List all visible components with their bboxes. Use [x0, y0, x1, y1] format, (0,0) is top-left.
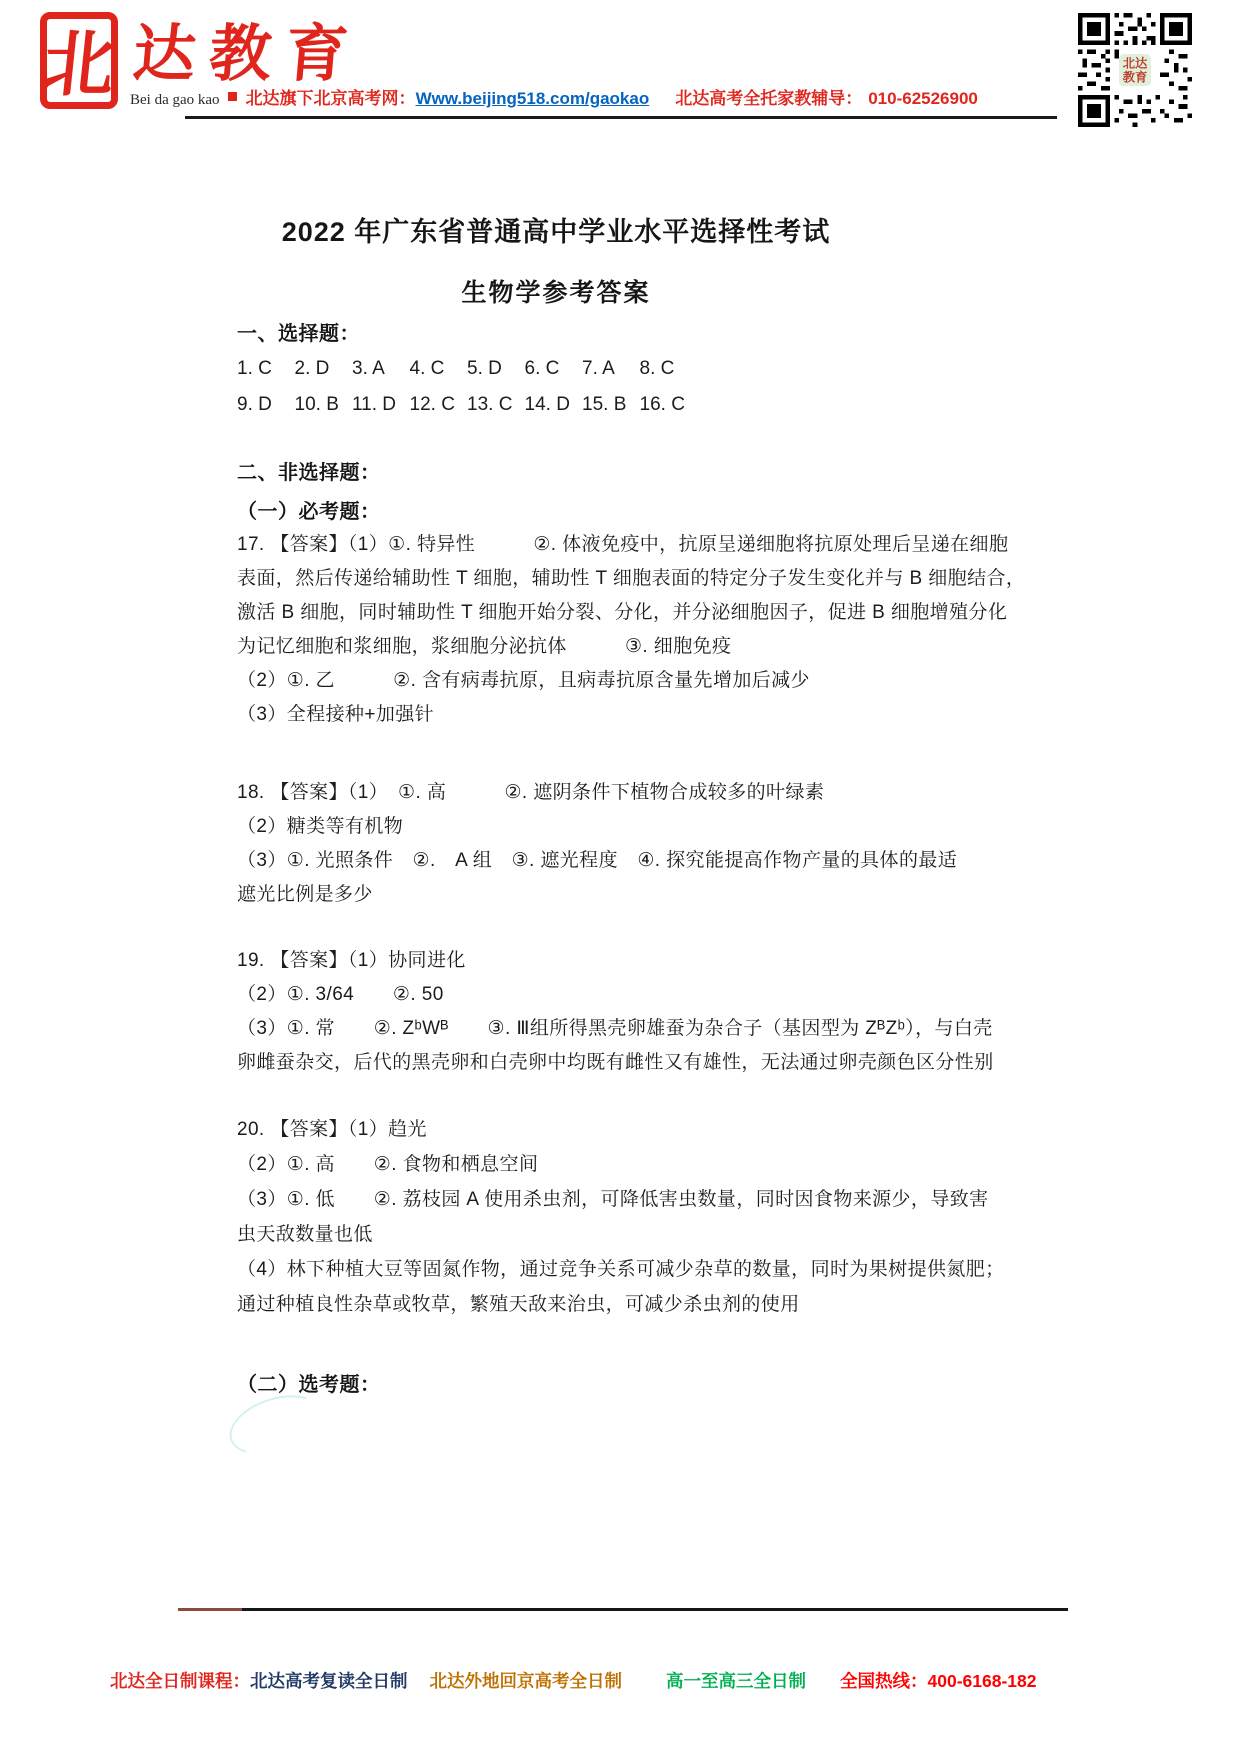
document-title [100, 210, 1012, 309]
mc-answer: 16. C [639, 394, 685, 415]
answer-block-q19 [237, 944, 1027, 1080]
answer-line: （2）糖类等有机物 [237, 816, 404, 837]
beida-seal-icon [40, 12, 118, 109]
mc-answer: 7. A [582, 358, 615, 379]
mc-answer: 6. C [524, 358, 560, 379]
answer-line: 18. 【答案】（1） ①. 高 ②. 遮阴条件下植物合成较多的叶绿素 [237, 782, 825, 803]
answer-block-q20 [237, 1112, 1027, 1322]
answer-line: 为记忆细胞和浆细胞，浆细胞分泌抗体 ③. 细胞免疫 [237, 636, 732, 657]
brand-logo-text: 达教育 [130, 17, 365, 90]
qr-code [1078, 8, 1192, 132]
mc-answer: 1. C [237, 358, 272, 379]
section-heading-choice: 一、选择题： [237, 323, 360, 345]
title-line1: 2022 年广东省普通高中学业水平选择性考试 [281, 217, 831, 247]
mc-answer: 3. A [352, 358, 385, 379]
answer-line: （3）①. 光照条件 ②. A 组 ③. 遮光程度 ④. 探究能提高作物产量的具体的最适 [237, 850, 958, 871]
answer-line: （3）①. 常 ②. ZᵇWᴮ ③. Ⅲ组所得黑壳卵雄蚕为杂合子（基因型为 ZᴮZᵇ），与白壳 [237, 1018, 993, 1039]
answer-line: 激活 B 细胞，同时辅助性 T 细胞开始分裂、分化，并分泌细胞因子，促进 B 细胞增殖分化 [237, 602, 1008, 623]
answer-line: 19. 【答案】（1）协同进化 [237, 950, 466, 971]
footer-course-item2: 北达外地回京高考全日制 [429, 1671, 622, 1691]
header-divider [185, 116, 1057, 119]
subsection-heading-required: （一）必考题： [237, 501, 381, 523]
answer-line: 表面，然后传递给辅助性 T 细胞，辅助性 T 细胞表面的特定分子发生变化并与 B 细胞结合， [237, 568, 1026, 589]
mc-answer: 8. C [639, 358, 675, 379]
answer-line: （4）林下种植大豆等固氮作物，通过竞争关系可减少杂草的数量，同时为果树提供氮肥； [237, 1259, 1005, 1280]
tutor-label: 北达高考全托家教辅导： [675, 89, 863, 108]
mc-answer: 4. C [409, 358, 445, 379]
footer-divider [178, 1608, 1068, 1611]
mc-answer: 5. D [467, 358, 502, 379]
footer-hotline-label: 全国热线： [840, 1671, 928, 1691]
footer-divider-accent [178, 1608, 242, 1611]
mc-answer: 2. D [294, 358, 330, 379]
brand-pinyin: Bei da gao kao [130, 92, 220, 108]
answer-line: 17. 【答案】（1）①. 特异性 ②. 体液免疫中，抗原呈递细胞将抗原处理后呈递在细胞 [237, 534, 1009, 555]
footer-course-item3: 高一至高三全日制 [666, 1671, 806, 1691]
mc-answer: 11. D [352, 394, 397, 415]
mc-answer: 14. D [524, 394, 570, 415]
answer-line: （2）①. 3/64 ②. 50 [237, 984, 444, 1005]
answer-line: 遮光比例是多少 [237, 884, 373, 905]
site-label: 北达旗下北京高考网： [245, 89, 416, 108]
mc-answer: 10. B [294, 394, 339, 415]
footer-info-row [110, 1668, 1036, 1693]
mc-answer: 9. D [237, 394, 272, 415]
qr-center-label-line1: 北达 [1122, 56, 1148, 71]
answer-line: 虫天敌数量也低 [237, 1224, 373, 1245]
seal-character: 北 [38, 20, 120, 106]
answer-line: （2）①. 高 ②. 食物和栖息空间 [237, 1154, 539, 1175]
tutor-phone: 010-62526900 [868, 89, 978, 108]
qr-center-label-line2: 教育 [1122, 70, 1148, 85]
answer-block-q18 [237, 776, 1027, 912]
answer-line: 卵雌蚕杂交，后代的黑壳卵和白壳卵中均既有雌性又有雄性，无法通过卵壳颜色区分性别 [237, 1052, 994, 1073]
mc-answers-row2 [237, 394, 697, 416]
red-square-icon [228, 92, 237, 101]
mc-answer: 13. C [467, 394, 513, 415]
mc-answer: 12. C [409, 394, 455, 415]
header-info-row [130, 84, 978, 109]
subsection-heading-elective: （二）选考题： [237, 1374, 381, 1396]
answer-line: （3）全程接种+加强针 [237, 704, 435, 725]
title-line2: 生物学参考答案 [461, 279, 651, 307]
answer-line: 通过种植良性杂草或牧草，繁殖天敌来治虫，可减少杀虫剂的使用 [237, 1294, 800, 1315]
footer-hotline-number: 400-6168-182 [927, 1671, 1037, 1691]
gaokao-site-link[interactable]: Www.beijing518.com/gaokao [415, 89, 650, 108]
section-heading-frq: 二、非选择题： [237, 462, 381, 484]
footer-course-item1: 北达高考复读全日制 [250, 1671, 408, 1691]
answer-line: 20. 【答案】（1）趋光 [237, 1119, 427, 1140]
mc-answers-row1 [237, 358, 697, 380]
mc-answer: 15. B [582, 394, 627, 415]
answer-line: （2）①. 乙 ②. 含有病毒抗原，且病毒抗原含量先增加后减少 [237, 670, 810, 691]
answer-block-q17 [237, 528, 1027, 732]
footer-course-label: 北达全日制课程： [110, 1671, 250, 1691]
answer-line: （3）①. 低 ②. 荔枝园 A 使用杀虫剂，可降低害虫数量，同时因食物来源少，导致害 [237, 1189, 989, 1210]
